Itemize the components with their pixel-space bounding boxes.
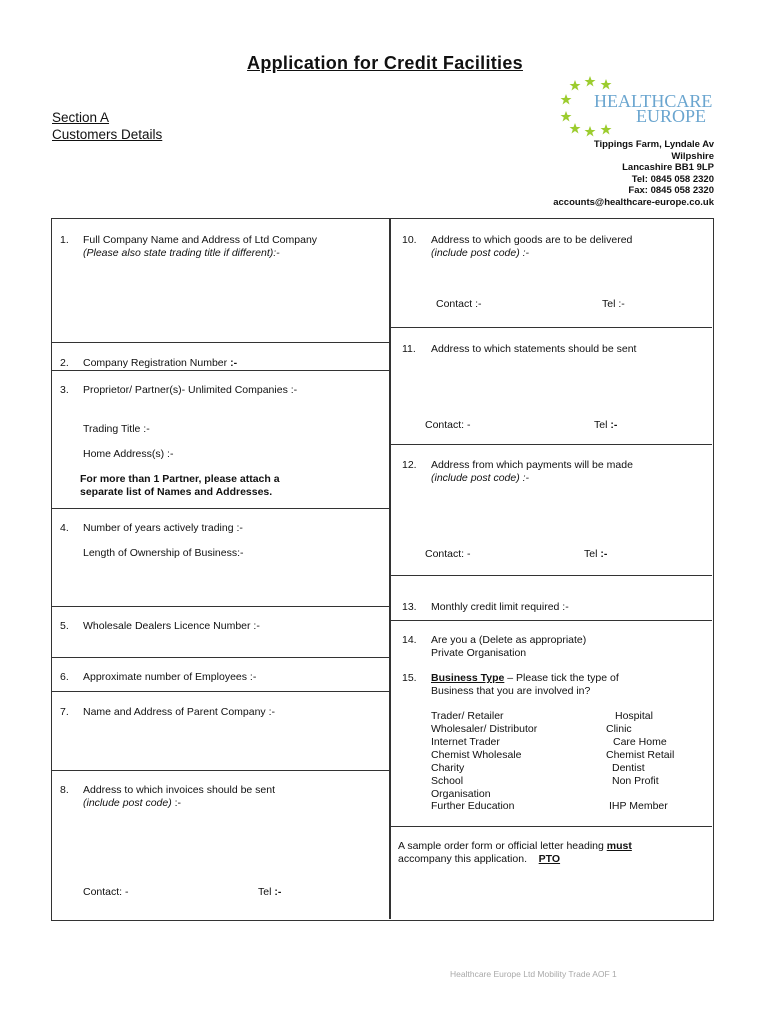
business-type-option[interactable]: Chemist Wholesale — [431, 749, 522, 761]
sample-note-2: accompany this application. PTO — [398, 853, 561, 865]
statement-contact-label: Contact: - — [425, 419, 471, 431]
q12-note: (include post code) :- — [431, 472, 530, 484]
q4-number: 4. — [60, 522, 69, 534]
column-divider — [389, 219, 391, 919]
sample-note: A sample order form or official letter heading must — [398, 840, 632, 852]
q8-label: Address to which invoices should be sent — [83, 784, 276, 796]
business-type-option[interactable]: Clinic — [606, 723, 632, 735]
divider — [51, 342, 390, 343]
divider — [391, 826, 712, 827]
page-title: Application for Credit Facilities — [247, 53, 523, 73]
q3-label: Proprietor/ Partner(s)- Unlimited Companies :- — [83, 384, 298, 396]
q7-label: Name and Address of Parent Company :- — [83, 706, 276, 718]
q1-number: 1. — [60, 234, 69, 246]
q1-label: Full Company Name and Address of Ltd Company — [83, 234, 318, 246]
q10-number: 10. — [402, 234, 417, 246]
business-type-option[interactable]: Chemist Retail — [606, 749, 675, 761]
q2-label: Company Registration Number :- — [83, 357, 238, 369]
business-type-option[interactable]: Further Education — [431, 800, 515, 812]
q15-label-2: Business that you are involved in? — [431, 685, 591, 697]
q7-number: 7. — [60, 706, 69, 718]
business-type-option[interactable]: Care Home — [613, 736, 667, 748]
q14-number: 14. — [402, 634, 417, 646]
form-frame — [51, 218, 714, 921]
payment-contact-label: Contact: - — [425, 548, 471, 560]
q10-label: Address to which goods are to be delivered — [431, 234, 633, 246]
q5-label: Wholesale Dealers Licence Number :- — [83, 620, 260, 632]
divider — [51, 691, 390, 692]
divider — [391, 444, 712, 445]
divider — [51, 770, 390, 771]
invoice-contact-label: Contact: - — [83, 886, 129, 898]
partner-warning-2: separate list of Names and Addresses. — [80, 486, 273, 498]
divider — [391, 620, 712, 621]
q13-label: Monthly credit limit required :- — [431, 601, 569, 613]
business-type-option[interactable]: Wholesaler/ Distributor — [431, 723, 538, 735]
q6-number: 6. — [60, 671, 69, 683]
private-organisation-option[interactable]: Private Organisation — [431, 647, 527, 659]
divider — [51, 370, 390, 371]
business-type-option[interactable]: School — [431, 775, 464, 787]
section-label: Section A — [52, 110, 110, 125]
divider — [51, 508, 390, 509]
q15-label: Business Type – Please tick the type of — [431, 672, 619, 684]
business-type-option[interactable]: Internet Trader — [431, 736, 500, 748]
q5-number: 5. — [60, 620, 69, 632]
divider — [51, 606, 390, 607]
q4-label: Number of years actively trading :- — [83, 522, 243, 534]
invoice-tel-label: Tel :- — [258, 886, 282, 898]
q8-number: 8. — [60, 784, 69, 796]
home-address-label: Home Address(s) :- — [83, 448, 174, 460]
divider — [391, 327, 712, 328]
divider — [51, 657, 390, 658]
q1-note: (Please also state trading title if different):- — [83, 247, 280, 259]
q8-note: (include post code) :- — [83, 797, 182, 809]
q15-number: 15. — [402, 672, 417, 684]
footer-text: Healthcare Europe Ltd Mobility Trade AOF 1 — [450, 969, 617, 979]
trading-title-label: Trading Title :- — [83, 423, 150, 435]
q2-number: 2. — [60, 357, 69, 369]
divider — [391, 575, 712, 576]
business-type-option[interactable]: Hospital — [615, 710, 653, 722]
q3-number: 3. — [60, 384, 69, 396]
business-type-option[interactable]: Trader/ Retailer — [431, 710, 504, 722]
business-type-option[interactable]: Organisation — [431, 788, 491, 800]
business-type-option[interactable]: IHP Member — [609, 800, 668, 812]
partner-warning: For more than 1 Partner, please attach a — [80, 473, 280, 485]
delivery-tel-label: Tel :- — [602, 298, 625, 310]
business-type-option[interactable]: Non Profit — [612, 775, 659, 787]
company-address: Tippings Farm, Lyndale Av Wilpshire Lancashire BB1 9LP Tel: 0845 058 2320 Fax: 0845 058 2320 accounts@healthcare-europe.co.uk — [553, 139, 714, 208]
q11-label: Address to which statements should be sent — [431, 343, 637, 355]
delivery-contact-label: Contact :- — [436, 298, 482, 310]
section-subtitle: Customers Details — [52, 127, 163, 142]
q12-number: 12. — [402, 459, 417, 471]
ownership-length-label: Length of Ownership of Business:- — [83, 547, 244, 559]
q14-label: Are you a (Delete as appropriate) — [431, 634, 587, 646]
q10-note: (include post code) :- — [431, 247, 530, 259]
q12-label: Address from which payments will be made — [431, 459, 633, 471]
healthcare-europe-logo — [560, 74, 718, 138]
svg-text:HEALTHCARE: HEALTHCARE — [594, 91, 713, 111]
statement-tel-label: Tel :- — [594, 419, 618, 431]
business-type-option[interactable]: Charity — [431, 762, 465, 774]
q11-number: 11. — [402, 343, 416, 355]
business-type-option[interactable]: Dentist — [612, 762, 645, 774]
payment-tel-label: Tel :- — [584, 548, 608, 560]
q13-number: 13. — [402, 601, 417, 613]
q6-label: Approximate number of Employees :- — [83, 671, 257, 683]
svg-text:EUROPE: EUROPE — [636, 106, 707, 126]
